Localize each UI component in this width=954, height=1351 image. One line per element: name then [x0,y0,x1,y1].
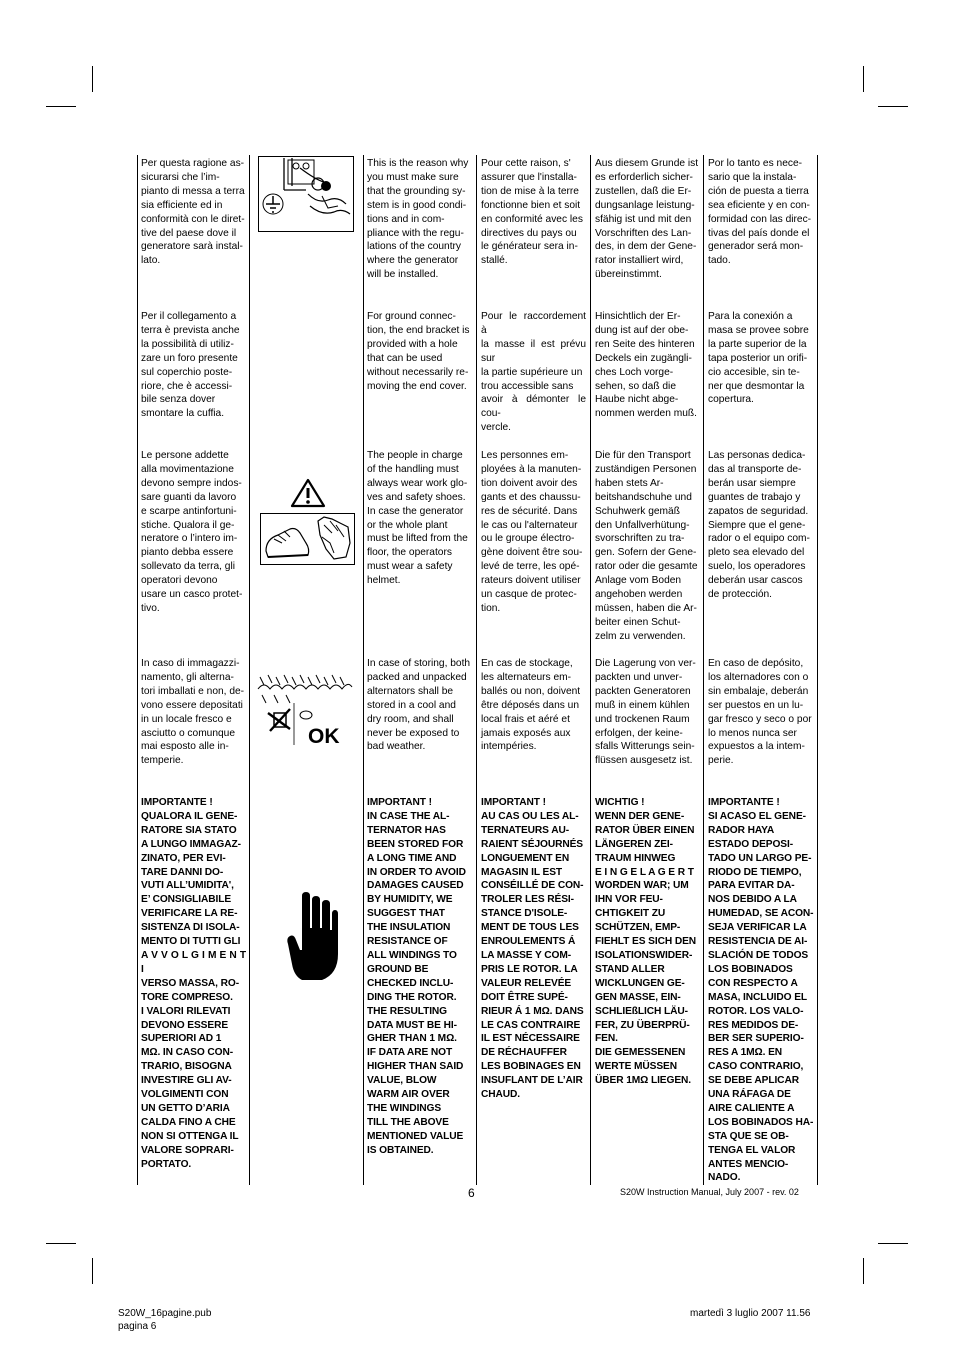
crop-mark [46,106,76,107]
column-rule [590,155,591,1185]
column-rule [703,155,704,1185]
text-it: In caso di immagazzi- namento, gli alterna- tori imballati e non, de- vono essere depositati in un locale fresco e asciutto o comunque mai esposto alle in- temperie. [141,658,245,767]
ok-label: OK [308,725,340,745]
column-rule [249,155,250,1185]
text-en: For ground connec- tion, the end bracket is provided with a hole that can be used without necessarily re- moving the end cover. [367,311,470,392]
text-it: Per questa ragione as- sicurarsi che l’im- pianto di messa a terra sia efficiente ed in conformità con le diret- tive del paese dove il generatore sarà instal- lato. [141,158,245,267]
storage-illustration [256,673,353,745]
grounding-illustration [258,156,354,232]
text-en: This is the reason why you must make sure that the grounding sy- stem is in good condi- tions and in com- pliance with the regu- lations of the country where the generator will be installed. [367,158,469,281]
crop-mark [92,66,93,92]
warning-es: IMPORTANTE ! SI ACASO EL GENE- RADOR HAYA ESTADO DEPOSI- TADO UN LARGO PE- RIODO DE TIEMPO, PARA EVITAR DA- NOS DEBIDO A LA HUMEDAD, SE ACON- SEJA VERIFICAR LA RESISTENCIA DE AI- SLACIÓN DE TODOS LOS BOBINADOS CON RESPECTO A MASA, INCLUIDO EL ROTOR. LOS VALO- RES MEDIDOS DE- BER SER SUPERIO- RES A 1MΩ. EN CASO CONTRARIO, SE DEBE APLICAR UNA RÁFAGA DE AIRE CALIENTE A LOS BOBINADOS HA- STA QUE SE OB- TENGA EL VALOR ANTES MENCIO- NADO. [708,797,814,1184]
hand-stop-icon [286,890,340,982]
warning-fr: IMPORTANT ! AU CAS OU LES AL- TERNATEURS AU- RAIENT SÉJOURNÉS LONGUEMENT EN MAGASIN IL EST CONSÉILLÉ DE CON- TROLER LES RÉSI- STANCE D'ISOLE- MENT DE TOUS LES ENROULEMENTS Á LA MASSE Y COM- PRIS LE ROTOR. LA VALEUR RELEVÉE DOIT ÊTRE SUPÉ- RIEUR Á 1 MΩ. DANS LE CAS CONTRAIRE IL EST NÉCESSAIRE DE RÉCHAUFFER LES BOBINAGES EN INSUFLANT DE L’AIR CHAUD. [481,797,584,1101]
text-en: The people in charge of the handling must always wear work glo- ves and safety shoes. In case the generator or the whole plant must be lifted from the floor, the operators must wear a safety helmet. [367,450,468,587]
text-es: Por lo tanto es nece- sario que la instala- ción de puesta a tierra sea eficiente y en con- formidad con las direc- tivas del país donde el generador será mon- tado. [708,158,812,267]
text-fr: Pour le raccordement à la masse il est prévu sur la partie supérieure un trou accessible sans avoir à démonter le cou- vercle. [481,311,586,434]
warning-triangle-icon [290,478,326,508]
warning-de: WICHTIG ! WENN DER GENE- RATOR ÜBER EINEN LÄNGEREN ZEI- TRAUM HINWEG E I N G E L A G E R T WORDEN WAR; UM IHN VOR FEU- CHTIGKEIT ZU SCHÜTZEN, EMP- FIEHLT ES SICH DEN ISOLATIONSWIDER- STAND ALLER WICKLUNGEN GE- GEN MASSE, EIN- SCHLIEßLICH LÄU- FER, ZU ÜBERPRÜ- FEN. DIE GEMESSENEN WERTE MÜSSEN ÜBER 1MΩ LIEGEN. [595,797,697,1087]
warning-en: IMPORTANT ! IN CASE THE AL- TERNATOR HAS BEEN STORED FOR A LONG TIME AND IN ORDER TO AVOID DAMAGES CAUSED BY HUMIDITY, WE SUGGEST THAT THE INSULATION RESISTANCE OF ALL WINDINGS TO GROUND BE CHECKED INCLU- DING THE ROTOR. THE RESULTING DATA MUST BE HI- GHER THAN 1 MΩ. IF DATA ARE NOT HIGHER THAN SAID VALUE, BLOW WARM AIR OVER THE WINDINGS TILL THE ABOVE MENTIONED VALUE IS OBTAINED. [367,797,466,1156]
crop-mark [863,66,864,92]
slug-file: S20W_16pagine.pub [118,1308,212,1319]
text-it: Le persone addette alla movimentazione devono sempre indos- sare guanti da lavoro e scarpe antinfortuni- stiche. Qualora il ge- neratore o l’intero im- pianto debba essere sollevato da terra, gli operatori devono usare un casco protet- tivo. [141,450,243,614]
slug-page: pagina 6 [118,1321,157,1332]
manual-reference: S20W Instruction Manual, July 2007 - rev. 02 [620,1187,799,1197]
crop-mark [46,1243,76,1244]
text-fr: Pour cette raison, s' assurer que l'installa- tion de mise à la terre fonctionne bien et soit en conformité avec les directives du pays ou le générateur sera in- stallé. [481,158,583,267]
column-rule [137,155,138,1185]
page-number: 6 [468,1186,475,1200]
slug-date: martedì 3 luglio 2007 11.56 [690,1308,811,1319]
crop-mark [878,106,908,107]
column-rule [363,155,364,1185]
text-fr: En cas de stockage, les alternateurs em- ballés ou non, doivent être déposés dans un local frais et aéré et jamais exposés aux intempéries. [481,658,581,753]
column-rule [476,155,477,1185]
text-es: En caso de depósito, los alternadores con o sin embalaje, deberán ser puestos en un lu- gar fresco y seco o por lo menos nunca ser expuestos a la intem- perie. [708,658,812,767]
crop-mark [878,1243,908,1244]
text-es: Para la conexión a masa se provee sobre la parte superior de la tapa posterior un orifi- cio accesible, sin te- ner que desmontar la copertura. [708,311,809,406]
text-en: In case of storing, both packed and unpacked alternators shall be stored in a cool and dry room, and shall never be exposed to bad weather. [367,658,471,753]
text-de: Aus diesem Grunde ist es erforderlich sicher- zustellen, daß die Er- dungsanlage leistung- sfähig ist und mit den Vorschriften des Lan- des, in dem der Gene- rator installiert wird, übereinstimmt. [595,158,699,281]
text-es: Las personas dedica- das al transporte de- berán usar siempre guantes de trabajo y zapatos de seguridad. Siempre que el gene- rador o el equipo com- pleto sea elevado del suelo, los operadores deberán usar cascos de protección. [708,450,810,601]
text-de: Hinsichtlich der Er- dung ist auf der obe- ren Seite des hinteren Deckels ein zugängli- ches Loch vorge- sehen, so daß die Haube nicht abge- nommen werden muß. [595,311,697,420]
text-de: Die für den Transport zuständigen Personen haben stets Ar- beitshandschuhe und Schuhwerk gemäß den Unfallverhütung- svorschriften zu tra- gen. Sofern der Gene- rator oder die gesamte Anlage vom Boden angehoben werden müssen, haben die Ar- beiter einen Schut- zelm zu verwenden. [595,450,698,642]
crop-mark [92,1258,93,1284]
warning-it: IMPORTANTE ! QUALORA IL GENE- RATORE SIA STATO A LUNGO IMMAGAZ- ZINATO, PER EVI- TARE DANNI DO- VUTI ALL’UMIDITA', E’ CONSIGLIABILE VERIFICARE LA RE- SISTENZA DI ISOLA- MENTO DI TUTTI GLI A V V O L G I M E N T I VERSO MASSA, RO- TORE COMPRESO. I VALORI RILEVATI DEVONO ESSERE SUPERIORI AD 1 MΩ. IN CASO CON- TRARIO, BISOGNA INVESTIRE GLI AV- VOLGIMENTI CON UN GETTO D’ARIA CALDA FINO A CHE NON SI OTTENGA IL VALORE SOPRARI- PORTATO. [141,797,246,1170]
safety-gear-illustration [260,513,355,565]
crop-mark [863,1258,864,1284]
column-rule [817,155,818,1185]
text-it: Per il collegamento a terra è prevista anche la possibilità di utiliz- zare un foro presente sul coperchio poste- riore, che è accessi- bile senza dover smontare la cuffia. [141,311,240,420]
text-fr: Les personnes em- ployées à la manuten- tion doivent avoir des gants et des chaussu- res de sécurité. Dans le cas ou l'alternateur ou le groupe électro- gène doivent être sou- levé de terre, les opé- rateurs doivent utiliser un casque de protec- tion. [481,450,583,614]
text-de: Die Lagerung von ver- packten und unver- packten Generatoren muß in einem kühlen und trockenen Raum erfolgen, der keine- sfalls Witterungs sein- flüssen ausgesetz ist. [595,658,696,767]
